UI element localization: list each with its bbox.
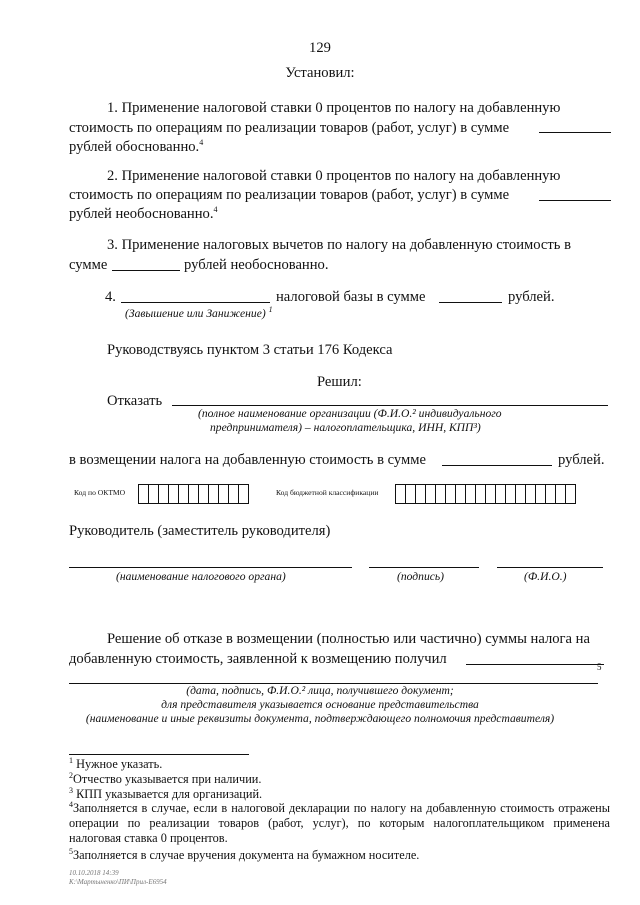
item4-text-b: рублей. — [508, 289, 555, 305]
footnote-4: $^4$Заполняется в случае, если в налоговой декларации по налогу на добавленную стоимость отражены операции по реализации товаров (работ, услуг), по которым налогоплательщиком применена налоговая ставка 0 процентов. — [69, 799, 610, 845]
footnote-5: $^5$Заполняется в случае вручения документа на бумажном носителе. — [69, 846, 420, 862]
guided-by: Руководствуясь пунктом 3 статьи 176 Кодекса — [107, 342, 393, 358]
signature-caption: (подпись) — [397, 570, 445, 583]
oktmo-cells — [139, 484, 249, 504]
footnote-3: $^3$ КПП указывается для организаций. — [69, 785, 263, 801]
item3-line2b: рублей необоснованно. — [184, 257, 329, 273]
item2-amount-blank — [539, 200, 611, 201]
receipt-hint1: (дата, подпись, Ф.И.О.² лица, получившего документ; — [186, 684, 454, 697]
item2-line3: рублей необоснованно.$^4$ — [69, 205, 218, 222]
signature-blank — [369, 567, 479, 568]
code-cell — [238, 484, 249, 504]
footnote-1: $^1$ Нужное указать. — [69, 755, 163, 771]
heading-established: Установил: — [285, 65, 355, 81]
item4-num: 4. — [105, 289, 116, 305]
item1-line3: рублей обоснованно.$^4$ — [69, 138, 204, 155]
fio-caption: (Ф.И.О.) — [524, 570, 567, 583]
receipt-blank-1 — [466, 664, 604, 665]
refund-amount-blank — [442, 465, 552, 466]
kbk-cells — [396, 484, 576, 504]
oktmo-label: Код по ОКТМО — [74, 488, 126, 497]
head-label: Руководитель (заместитель руководителя) — [69, 523, 331, 539]
item1-amount-blank — [539, 132, 611, 133]
item3-amount-blank — [112, 270, 180, 271]
authority-blank — [69, 567, 352, 568]
authority-caption: (наименование налогового органа) — [116, 570, 286, 583]
refund-text-a: в возмещении налога на добавленную стоимость в сумме — [69, 452, 426, 468]
refuse-hint-line2: предпринимателя) – налогоплательщика, ИНН, КПП³) — [210, 421, 481, 434]
footnote-separator — [69, 754, 249, 755]
page-number: 129 — [309, 40, 331, 56]
refuse-org-blank — [172, 405, 608, 406]
refund-text-b: рублей. — [558, 452, 605, 468]
receipt-line1: Решение об отказе в возмещении (полностью или частично) суммы налога на — [107, 631, 590, 647]
item4-hint: (Завышение или Занижение) $^1$ — [125, 305, 273, 320]
receipt-hint2: для представителя указывается основание представительства — [161, 698, 479, 711]
footnote-2: $^2$Отчество указывается при наличии. — [69, 770, 262, 786]
item2-line2: стоимость по операциям по реализации товаров (работ, услуг) в сумме — [69, 187, 510, 203]
refuse-label: Отказать — [107, 393, 163, 409]
item1-line1: 1. Применение налоговой ставки 0 процентов по налогу на добавленную — [107, 100, 561, 116]
item3-line1: 3. Применение налоговых вычетов по налогу на добавленную стоимость в — [107, 237, 571, 253]
receipt-sup: 5 — [597, 662, 602, 672]
item4-amount-blank — [439, 302, 502, 303]
fio-blank — [497, 567, 603, 568]
kbk-label: Код бюджетной классификации — [276, 488, 379, 497]
item4-text-a: налоговой базы в сумме — [276, 289, 426, 305]
stamp-line2: К:\Мартыненко\ПИ\Прил-Е6954 — [69, 878, 167, 886]
item2-line1: 2. Применение налоговой ставки 0 процентов по налогу на добавленную — [107, 168, 561, 184]
item3-line2a: сумме — [69, 257, 108, 273]
item1-line2: стоимость по операциям по реализации товаров (работ, услуг) в сумме — [69, 120, 510, 136]
receipt-line2: добавленную стоимость, заявленной к возмещению получил — [69, 651, 447, 667]
receipt-hint3: (наименование и иные реквизиты документа, подтверждающего полномочия представителя) — [85, 712, 555, 725]
item4-choice-blank — [121, 302, 270, 303]
code-cell — [565, 484, 576, 504]
stamp-line1: 10.10.2018 14:39 — [69, 869, 119, 877]
heading-decided: Решил: — [317, 374, 362, 390]
refuse-hint-line1: (полное наименование организации (Ф.И.О.² индивидуального — [198, 407, 502, 420]
